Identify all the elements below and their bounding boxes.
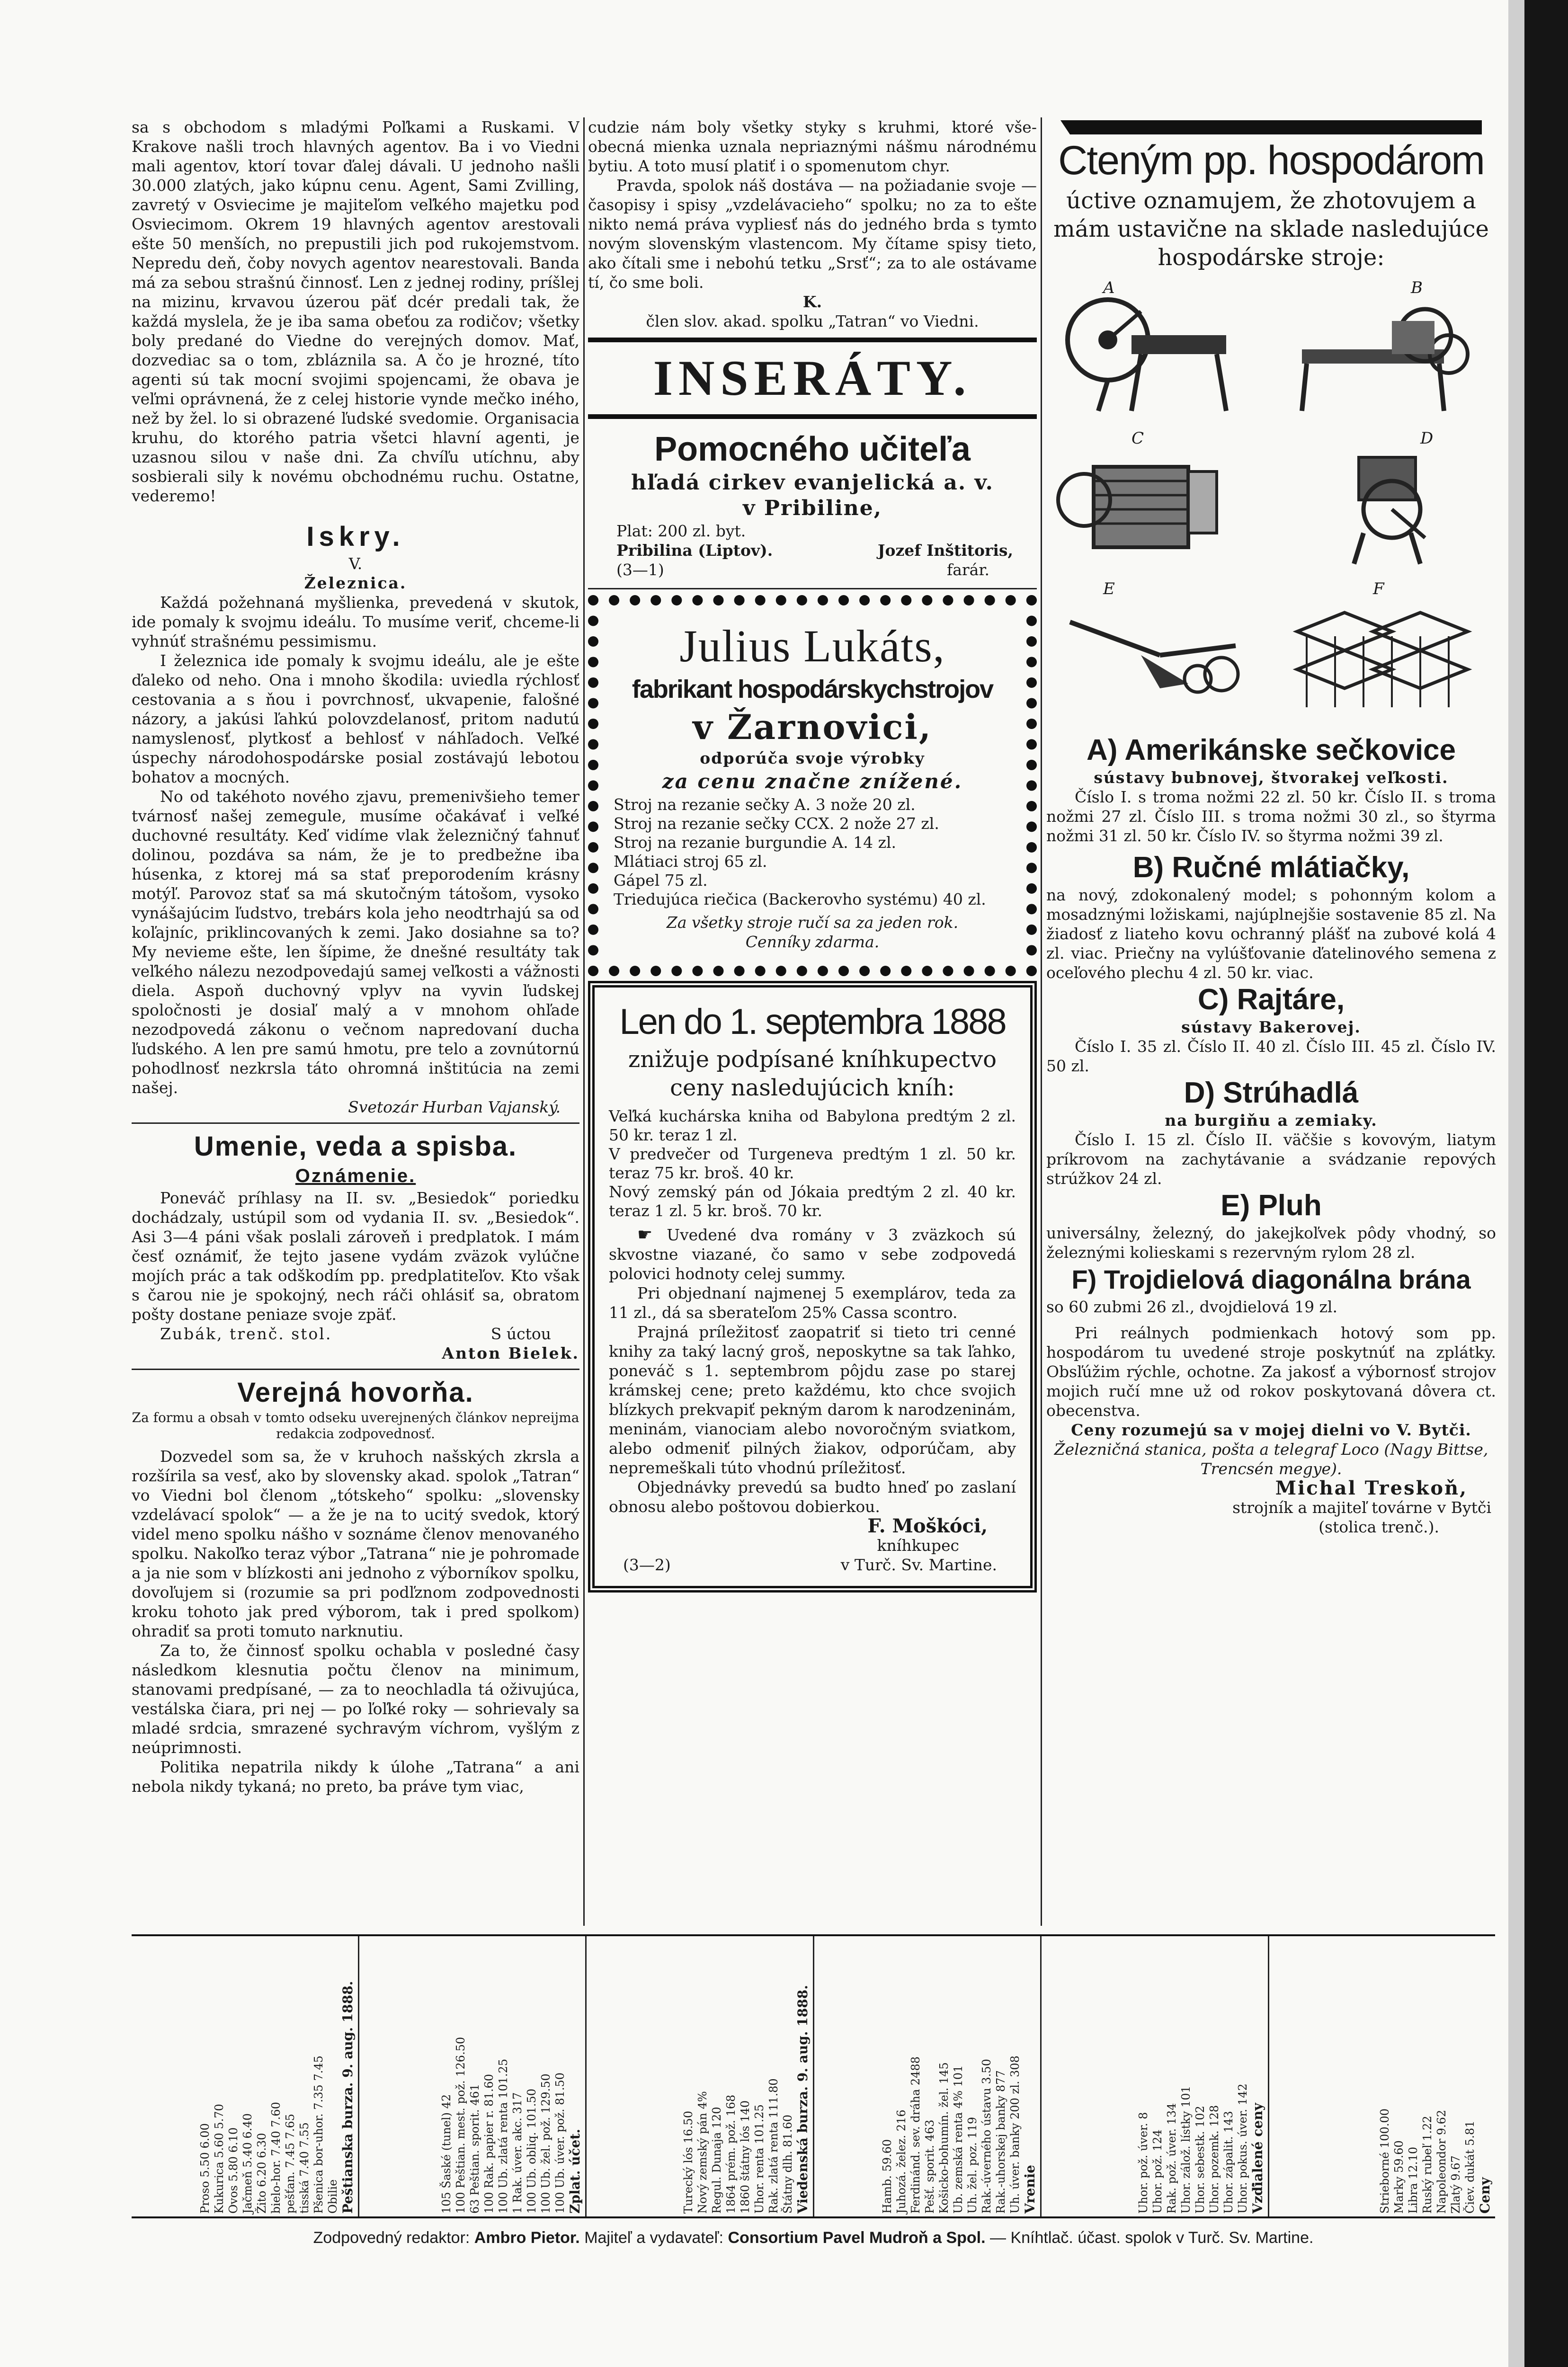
iskry-paragraph: I železnica ide pomaly k svojmu ideálu, ale je ešte ďaleko od neho. Ona i mnoho škodila: uviedla rýchlosť cestovania a s ňou i povrchnosť, ukvapenie, falošné názory, a jakúsi ľahkú polovzdelanosť, pritom nadutú namyslenosť, plytkosť a behlosť v náhľadoch. Veľké úspechy národohospodárske posial zostávajú lebotou bohatov a mocných. (132, 651, 579, 786)
machines-ad-title: Ctеným pp. hospodárom (1058, 138, 1484, 183)
list-item: Veľká kuchárska kniha od Babylona predtým 2 zl. 50 kr. teraz 1 zl. (609, 1107, 1016, 1144)
market-line: Regul. Dunaja 120 (710, 2107, 723, 2214)
iskry-paragraph: No od takéhoto nového zjavu, premenivšieho temer tvárnosť našej zemegule, musíme očakávať i veľké duchovné resultáty. Keď vidíme vlak železničný ťahnuť dolinou, pozdáva sa nám, že je to predbežne iba húsenka, z ktorej má sa stať preporodením krásny motýľ. Parovoz stať sa má skutočným tátošom, vysoko vynášajúcim ľudstvo, trebárs kola jeho neodtrhajú sa od koľajníc, priklincovaných k zemi. Jako dosiahne sa to? My nevieme ešte, len šípime, že dnešné resultáty tak veľkého nálezu nezodpovedajú samej veľkosti a vážnosti diela. Aspoň duchovný vplyv na vyvin ľudskej spoločnosti je dosiaľ malý a v mnohom ohľade nezodpovedá zákonu o večnom napredovaní ducha ľudského. A len pre samú hmotu, pre telo a zovnútornú pohodlnosť nezkrsla táto ohromná inštitúcia na zemi našej. (132, 787, 579, 1097)
market-line: pešťan. 7.45 7.65 (283, 2113, 297, 2214)
list-item: Stroj na rezanie burgundie A. 14 zl. (614, 833, 897, 852)
column-rule (583, 117, 585, 1926)
market-report-table (132, 1934, 1495, 2218)
market-line: Zlatý 9.67 (1449, 2155, 1462, 2214)
market-line: Uhor. pož. 124 (1150, 2129, 1164, 2214)
column-1 (132, 117, 579, 1926)
market-line: Rak. zlatá renta 111.80 (766, 2078, 780, 2214)
teacher-ad-sign: Jozef Inštitoris, (877, 541, 1013, 560)
section-heading: B) Ručné mlátiačky, (1132, 851, 1410, 884)
section-text: Číslo I. s troma nožmi 22 zl. 50 kr. Číslo II. s troma nožmi 27 zl. Číslo III. s troma nožmi 30 zl., so štyrma nožmi 31 zl. 50 kr. Číslo IV. so štyrma nožmi 39 zl. (1046, 788, 1496, 845)
col2-top-text-2: Pravda, spolok náš dostáva — na požiadanie svoje — časopisy i spisy „vzdelávacieho“ spolku; no za to ešte nikto nemá práva vypliesť nás do jedného brda s tymto novým slovenským vlastencom. My čítame spisy tieto, ako čítali sme i nebohú tetku „Srsť“; za to ale ostávame tí, čo sme boli. (588, 176, 1037, 292)
list-item: Nový zemský pán od Jókaia predtým 2 zl. 40 kr. teraz 1 zl. 5 kr. broš. 70 kr. (609, 1183, 1016, 1220)
lukats-ad (588, 595, 1037, 976)
list-item: Gápel 75 zl. (614, 871, 708, 890)
market-line: Strieborné 100.00 (1378, 2109, 1391, 2214)
umenie-place: Zubák, trenč. stol. (160, 1325, 332, 1343)
market-column (132, 1936, 359, 2216)
market-line: Ferdinánd. sev. dráha 2488 (909, 2056, 922, 2214)
machines-ad-role: strojník a majiteľ továrne v Bytči (1232, 1498, 1491, 1517)
umenie-signature: Anton Bielek. (442, 1344, 579, 1362)
market-line: 100 Ub. obliq. 101.50 (525, 2088, 538, 2214)
market-line: Uhor. zápalit. 143 (1221, 2111, 1235, 2214)
iskry-subtitle: Železnica. (304, 574, 407, 592)
lukats-line: za cenu značne znížené. (662, 770, 963, 793)
section-heading: D) Strúhadlá (1184, 1077, 1359, 1109)
market-line: 100 Ub. zlatá renta 101.25 (497, 2058, 510, 2214)
market-column-head: Zplat. účet. (567, 2128, 583, 2214)
market-line: Jačmeň 5.40 6.40 (241, 2113, 254, 2214)
book-ad-paragraph: Prajná príležitosť zaopatriť si tieto tri cenné knihy za taký lacný groš, neposkytne sa tak ľahko, poneváč s 1. septembrom pôjdu zase po starej krámskej cene; preto každému, kto chce svojich blízkych prekvapiť pekným darom k narodzeninám, meninám, vianociam alebo novoročným sviatkom, alebo odmeniť pilných žiakov, odporúčam, aby nepremeškali túto vhodnú príležitosť. (609, 1323, 1016, 1477)
market-line: Uh. žel. poz. 119 (966, 2117, 979, 2214)
divider (132, 1369, 579, 1370)
imprint-footer (132, 2227, 1495, 2248)
market-line: Ovos 5.80 6.10 (226, 2127, 240, 2214)
machine-figure (1278, 278, 1496, 420)
figure-label: A (1103, 278, 1115, 297)
iskry-signature: Svetozár Hurban Vajanský. (348, 1098, 561, 1116)
book-ad-paragraph (609, 1225, 1016, 1283)
market-line: Juhozá. želez. 216 (895, 2109, 908, 2214)
section-heading: F) Trojdielová diagonálna brána (1071, 1264, 1471, 1294)
book-list (609, 1107, 1016, 1220)
market-line: 100 Rak. papier r. 81.60 (482, 2074, 496, 2214)
verejna-paragraph: Politika nepatrila nikdy k úlohe „Tatrana“ a ani nebola nikdy tykaná; no preto, ba práve tym viac, (132, 1758, 579, 1796)
market-line: tisská 7.40 7.55 (297, 2122, 311, 2214)
inseraty-heading: INSERÁTY. (653, 350, 972, 406)
market-line: Rak.-uhorskej banky 877 (994, 2070, 1007, 2214)
market-line: Košicko-bohumín. žel. 145 (937, 2062, 951, 2214)
market-line: Proso 5.50 6.00 (198, 2123, 212, 2214)
iskry-number: V. (348, 554, 363, 573)
thresher-icon (1288, 293, 1477, 416)
machine-figure (1046, 278, 1264, 420)
letter-signature: K. (802, 293, 822, 311)
chaff-cutter-icon (1056, 293, 1245, 416)
lukats-pricelist: Cenníky zdarma. (745, 933, 880, 951)
market-line: 100 Ub. úver. pož. 81.50 (553, 2072, 567, 2214)
market-line: Uhor. pokus. úver. 142 (1236, 2083, 1249, 2214)
market-column-head: Viedenská burza. 9. aug. 1888. (794, 1985, 811, 2214)
machines-ad-prices: Ceny rozumejú sa v mojej dielni vo V. Bytči. (1071, 1421, 1471, 1439)
verejna-note: Za formu a obsah v tomto odseku uverejnených článkov nepreijma redakcia zodpovednosť. (132, 1410, 579, 1442)
section-text: na nový, zdokonalený model; s pohonným kolom a mosadznými ložiskami, najúplnejšie sostavenie 85 zl. Na žiadosť z liateho kovu ochranný plášť na zubové kolá 4 zl. viac. Priečny na vylúšťovanie ďatelinového semena z oceľového plechu 4 zl. 50 kr. viac. (1046, 886, 1496, 982)
book-ad-num: (3—2) (623, 1556, 671, 1574)
teacher-ad-title: Pomocného učiteľa (654, 430, 971, 468)
teacher-ad (588, 426, 1037, 582)
umenie-text: Poneváč príhlasy na II. sv. „Besiedok“ poriedku dochádzaly, ustúpil som od vydania II. sv. „Besiedok“. Asi 3—4 páni však poslali zároveň i predplatok. I mám česť oznámiť, že tejto jasene vydám zväzok vylúčne mojích prác a tak odškodím pp. predplatiteľov. Kto však s čarou nie je spokojný, nech ráči ohlásiť sa, obratom pošty dostane peniaze svoje zpäť. (132, 1189, 579, 1324)
lukats-line: odporúča svoje výrobky (700, 749, 925, 767)
column-3 (1046, 117, 1496, 1926)
verejna-paragraph: Dozvedel som sa, že v kruhoch našských zkrsla a rozšírila sa vesť, ako by slovensky akad. spolok „Tatran“ vo Viedni bol členom „tótskeho“ spolku: „slovensky vzdelávací spolok“ — a že je na to ucitý svedok, ktorý videl meno spolku nášho v soznáme členov menovaného spolku. Nakoľko teraz výbor „Tatrana“ nie je pohromade a ja nie som v blízkosti ani jednoho z výborníkov spolku, dovoľujem si (rozumie sa pri podľznom zodpovednosti kroku tohoto jak pred výborom, tak i pred spolkom) ohradiť sa proti tomuto narknutiu. (132, 1447, 579, 1640)
figure-label: F (1373, 579, 1384, 598)
lukats-line: v Žarnovici, (693, 707, 932, 747)
figure-label: D (1420, 429, 1434, 448)
machine-figure (1278, 579, 1496, 721)
machines-ad-station: Železničná stanica, pošta a telegraf Loco (Nagy Bittse, Trencsén megye). (1054, 1440, 1488, 1478)
market-line: Ruský rubeľ 1.22 (1421, 2116, 1434, 2214)
divider (588, 338, 1037, 342)
market-line: 63 Peštian. sporit. 461 (468, 2083, 481, 2214)
col2-top-text: cudzie nám boly všetky styky s kruhmi, ktoré vše-obecná mienka uznala nepriaznými nášmu národnému bytiu. A toto musí platiť i o spomenutom chyr. (588, 118, 1037, 175)
market-column-head: Ceny (1477, 2177, 1493, 2214)
umenie-greet: S úctou (490, 1325, 551, 1343)
machines-ad-signature: Michal Treskoň, (1275, 1477, 1468, 1499)
market-line: Obilie (326, 2179, 339, 2214)
machine-sections (1046, 733, 1496, 1317)
teacher-ad-place: Pribilina (Liptov). (616, 541, 773, 560)
footer-text: Zodpovedný redaktor: (313, 2229, 470, 2247)
list-item: V predvečer od Turgeneva predtým 1 zl. 50 kr. teraz 75 kr. broš. 40 kr. (609, 1145, 1016, 1182)
market-line: Rak. pož. úver. 134 (1165, 2103, 1178, 2214)
machine-figure (1046, 579, 1264, 721)
book-ad (588, 981, 1037, 1593)
iskry-paragraph: Každá požehnaná myšlienka, prevedená v skutok, ide pomaly k svojmu ideálu. To musíme veriť, chceme-li vyhnúť strašnému pessimismu. (132, 593, 579, 650)
market-line: Uhor. zálož. lístky 101 (1179, 2085, 1193, 2214)
market-column (359, 1936, 587, 2216)
market-column (1042, 1936, 1269, 2216)
lukats-price-list (614, 795, 1011, 909)
column-2 (588, 117, 1037, 1926)
winnower-icon (1056, 443, 1245, 566)
market-line: Rak.-úverného ústavu 3.50 (980, 2059, 993, 2214)
footer-editor: Ambro Pietor. (474, 2229, 580, 2247)
market-line: Nový zemský pán 4% (695, 2091, 709, 2214)
market-line: 100 Ub. žel. pož. 129.50 (539, 2073, 552, 2214)
divider (588, 588, 1037, 589)
market-column (1269, 1936, 1496, 2216)
market-line: Uhor. renta 101.25 (752, 2104, 766, 2214)
column-rule (1041, 117, 1042, 1926)
list-item: Triedujúca riečica (Backerovho systému) 40 zl. (614, 890, 986, 908)
section-text: universálny, železný, do jakejkoľvek pôdy vhodný, so železnými kolieskami s rezervným rylom 28 zl. (1046, 1224, 1496, 1262)
section-subheading: sústavy Bakerovej. (1181, 1018, 1361, 1036)
teacher-ad-line: hľadá cirkev evanjelická a. v. (631, 471, 994, 495)
market-line: Libra 12.10 (1407, 2146, 1420, 2214)
market-line: Uh. úver. banky 200 zl. 308 (1008, 2056, 1022, 2214)
market-line: 100 Peštian. mest. pož. 126.50 (454, 2037, 467, 2214)
market-column-head: Peštianska burza. 9. aug. 1888. (339, 1981, 356, 2214)
market-column (814, 1936, 1042, 2216)
iskry-title: Iskry. (306, 521, 405, 552)
market-line: Štátny dlh. 81.60 (781, 2114, 794, 2214)
lukats-note: Za všetky stroje ručí sa za jeden rok. (666, 913, 959, 932)
section-text: Číslo I. 35 zl. Číslo II. 40 zl. Číslo III. 45 zl. Číslo IV. 50 zl. (1046, 1037, 1496, 1075)
market-line: Uhor. pož. úver. 8 (1136, 2112, 1150, 2214)
section-heading: A) Amerikánske sečkovice (1086, 734, 1456, 766)
page-shadow (1508, 0, 1524, 2367)
book-ad-place: v Turč. Sv. Martine. (840, 1556, 997, 1574)
book-ad-title: Len do 1. septembra 1888 (619, 1002, 1006, 1042)
machines-ad-role: (stolica trenč.). (1319, 1518, 1439, 1536)
machine-figure (1278, 429, 1496, 571)
book-ad-line: ceny nasledujúcich kníh: (670, 1075, 955, 1101)
market-line: Napoleondor 9.62 (1435, 2109, 1448, 2214)
section-subheading: sústavy bubnovej, štvorakej veľkosti. (1094, 768, 1449, 787)
section-text: so 60 zubmi 26 zl., dvojdielová 19 zl. (1046, 1298, 1337, 1316)
umenie-title: Umenie, veda a spisba. (194, 1131, 517, 1162)
market-line: 1 Rak. úver. akc. 317 (511, 2092, 524, 2214)
market-line: Pešť. sporit. 463 (923, 2119, 936, 2214)
machine-illustrations (1046, 278, 1496, 721)
market-column-head: Vzďialené ceny (1249, 2103, 1265, 2214)
list-item: Mlátiaci stroj 65 zl. (614, 852, 767, 871)
market-line: 105 Šaské (tunel) 42 (440, 2094, 453, 2214)
book-ad-line: znižuje podpísané kníhkupectvo (628, 1046, 997, 1073)
footer-publisher: Consortium Pavel Mudroň a Spol. (728, 2229, 986, 2247)
divider (588, 414, 1037, 419)
list-item: Stroj na rezanie sečky CCX. 2 nože 27 zl. (614, 814, 939, 833)
pointing-hand-icon: ☛ (637, 1225, 667, 1245)
book-ad-role: kníhkupec (877, 1536, 959, 1555)
market-column-head: Vrenie (1022, 2164, 1038, 2214)
market-line: Pšenica bor-uhor. 7.35 7.45 (312, 2056, 325, 2214)
banner-bar (1060, 120, 1482, 134)
market-line: 1864 prém. pož. 168 (724, 2094, 738, 2214)
footer-text: — Kníhtlač. účast. spolok v Turč. Sv. Martine. (990, 2229, 1314, 2247)
section-text: Číslo I. 15 zl. Číslo II. väčšie s kovovým, liatym príkrovom na zachytávanie a svádzanie repových strúžkov 24 zl. (1046, 1130, 1496, 1188)
figure-label: C (1131, 429, 1144, 448)
section-heading: C) Rajtáre, (1197, 983, 1345, 1016)
lukats-line: fabrikant hospodárskychstrojov (632, 675, 993, 703)
teacher-ad-role: farár. (947, 561, 989, 579)
market-line: Uhor. sebestk. 102 (1193, 2106, 1207, 2214)
teacher-ad-line: v Pribiline, (742, 496, 882, 520)
page-edge (1524, 0, 1568, 2367)
verejna-paragraph: Za to, že činnosť spolku ochabla v posledné časy následkom klesnutia počtu členov na minimum, stanovami predpísané, — za to neochladla tá oživujúca, vestálska čiara, pri nej — po ľoľké roky — sohrievaly sa mladé srdcia, smrazené sychravým víchrom, vyšlým z neúprimnosti. (132, 1641, 579, 1757)
section-subheading: na burgiňu a zemiaky. (1165, 1111, 1378, 1130)
verejna-title: Verejná hovorňa. (237, 1377, 474, 1408)
market-line: Čiev. dukát 5.81 (1463, 2120, 1477, 2214)
intro-text: sa s obchodom s mladými Poľkami a Ruskami. V Krakove našli troch hlavných agentov. Ba i vo Viedni mali agentov, ktorí tovar ďalej dávali. U jednoho našli 30.000 zlatých, jako kúpnu cenu. Agent, Sami Zvilling, zavretý v Osviecime je majiteľom veľkého majetku pod Osviecimom. Okrem 19 hlavných agentov arestovali ešte 50 menších, no prepustili jich pod rukojemstvom. Nepredu deň, čoby novych agentov nearestovali. Banda má za sebou strašnú činnosť. Len z jednej rodiny, príšlej na mizinu, krvavou úzerou päť dcér predali tak, že každá myslela, že je iba sama obeťou za rodičov; všetky boly predané do Viedne do verejných domov. Mať, dozvediac sa o tom, zbláznila sa. A čo je hrozné, títo agenti sú tak mocní svojimi spojencami, že obava je veľmi oprávnená, že z celej historie vynde mečko iného, než by žel. lo si obrazené ľudské svedomie. Organisacia kruhu, do ktorého patria všetci hlavní agenti, je uzasnou silou v naše dni. Za chvíľu utíchnu, aby sosbierali sily k novému obchodnému ruchu. Ostatne, vederemo! (132, 118, 579, 505)
market-line: Kukurica 5.60 5.70 (212, 2104, 226, 2214)
figure-label: B (1411, 278, 1423, 297)
figure-label: E (1103, 579, 1115, 598)
harrow-icon (1288, 594, 1477, 717)
teacher-ad-num: (3—1) (616, 561, 664, 579)
book-ad-paragraph: Objednávky prevedú sa budto hneď po zaslaní obnosu alebo poštovou dobierkou. (609, 1478, 1016, 1516)
market-line: Marky 59.60 (1392, 2140, 1406, 2214)
market-column (587, 1936, 814, 2216)
machines-ad-text: Pri reálnych podmienkach hotový som pp. hospodárom tu uvedené stroje poskytnúť na zplátky. Obsľúžim rýchle, ochotne. Za jakosť a výbornosť strojov mojich ručí mne už od rokov poskytovaná dôvera ct. obecenstva. (1046, 1324, 1496, 1420)
plough-icon (1056, 594, 1245, 717)
book-ad-paragraph: Pri objednaní najmenej 5 exemplárov, teda za 11 zl., dá sa sberateľom 25% Cassa scontro. (609, 1284, 1016, 1322)
lukats-name: Julius Lukáts, (679, 621, 945, 671)
market-line: bielo-hor. 7.40 7.60 (269, 2102, 283, 2214)
market-line: Žito 6.20 6.30 (255, 2133, 268, 2214)
market-line: Uhor. pozemk. 128 (1207, 2105, 1221, 2214)
member-line: člen slov. akad. spolku „Tatran“ vo Viedni. (646, 312, 979, 330)
umenie-subtitle: Oznámenie. (295, 1166, 416, 1186)
machines-ad-intro: úctive oznamujem, že zhotovujem a mám ustavične na sklade nasledujúce hospodárske stroje: (1053, 187, 1489, 271)
market-line: Hamb. 59.60 (881, 2139, 894, 2214)
machine-figure (1046, 429, 1264, 571)
list-item: Stroj na rezanie sečky A. 3 nože 20 zl. (614, 795, 916, 814)
grater-icon (1288, 443, 1477, 566)
divider (132, 1122, 579, 1124)
book-ad-text: Uvedené dva romány v 3 zväzkoch sú skvostne viazané, čo samo v sebe zodpovedá polovici hodnoty celej summy. (609, 1226, 1016, 1283)
market-line: 1860 štátny lós 140 (738, 2100, 752, 2214)
section-heading: E) Pluh (1221, 1189, 1322, 1222)
teacher-ad-pay: Plat: 200 zl. byt. (616, 522, 746, 540)
footer-text: Majiteľ a vydavateľ: (584, 2229, 724, 2247)
book-ad-signature: F. Moškóci, (867, 1515, 988, 1537)
market-line: Ub. zemská renta 4% 101 (952, 2065, 965, 2214)
market-line: Turecký lós 16.50 (681, 2110, 695, 2214)
